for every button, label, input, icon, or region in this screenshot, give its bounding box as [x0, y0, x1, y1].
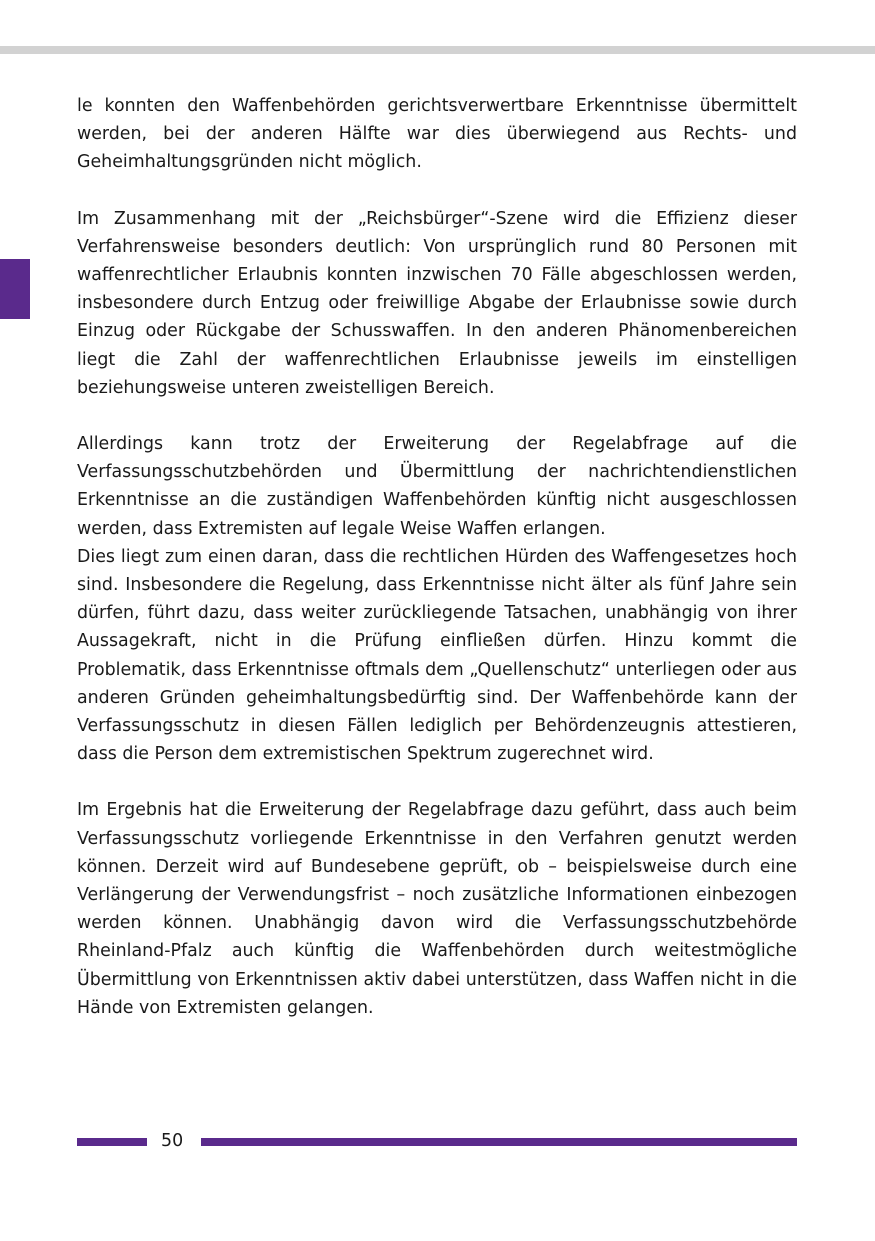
top-rule [0, 46, 875, 54]
chapter-tab-marker [0, 259, 30, 319]
paragraph-4: Dies liegt zum einen daran, dass die rechtlichen Hürden des Waffengesetzes hoch sind. Insbesondere die Regelung, dass Erkenntnisse nicht älter als fünf Jahre sein dürfen, führt dazu, dass weiter zurückliegende Tatsachen, unabhängig von ihrer Aussagekraft, nicht in die Prüfung einfließen dürfen. Hinzu kommt die Problematik, dass Erkenntnisse oftmals dem „Quellenschutz“ unterliegen oder aus anderen Gründen geheimhaltungsbedürftig sind. Der Waffenbehörde kann der Verfassungsschutz in diesen Fällen lediglich per Behördenzeugnis attestieren, dass die Person dem extremistischen Spektrum zugerechnet wird. [77, 546, 797, 765]
paragraph-2: Im Zusammenhang mit der „Reichsbürger“-Szene wird die Effizienz dieser Verfahrensweise besonders deutlich: Von ursprünglich rund 80 Personen mit waffenrechtlicher Erlaubnis konnten inzwischen 70 Fälle abgeschlossen werden, insbesondere durch Entzug oder freiwillige Abgabe der Erlaubnisse sowie durch Einzug oder Rückgabe der Schusswaffen. In den anderen Phänomenbereichen liegt die Zahl der waffenrechtlichen Erlaubnisse jeweils im einstelligen beziehungsweise unteren zweistelligen Bereich. [77, 208, 797, 398]
page-number: 50 [161, 1131, 184, 1151]
page-footer [77, 1128, 797, 1154]
paragraph-3: Allerdings kann trotz der Erweiterung der Regelabfrage auf die Verfassungsschutzbehörden und Übermittlung der nachrichtendienstlichen Erkenntnisse an die zuständigen Waffenbehörden künftig nicht ausgeschlossen werden, dass Extremisten auf legale Weise Waffen erlangen. [77, 434, 797, 539]
paragraph-5: Im Ergebnis hat die Erweiterung der Regelabfrage dazu geführt, dass auch beim Verfassungsschutz vorliegende Erkenntnisse in den Verfahren genutzt werden können. Derzeit wird auf Bundesebene geprüft, ob – beispielsweise durch eine Verlängerung der Verwendungsfrist – noch zusätzliche Informationen einbezogen werden können. Unabhängig davon wird die Verfassungsschutzbehörde Rheinland-Pfalz auch künftig die Waffenbehörden durch weitestmögliche Übermittlung von Erkenntnissen aktiv dabei unterstützen, dass Waffen nicht in die Hände von Extremisten gelangen. [77, 800, 797, 1018]
footer-bar-left [77, 1138, 147, 1146]
footer-bar-right [201, 1138, 797, 1146]
paragraph-1: le konnten den Waffenbehörden gerichtsverwertbare Erkenntnisse übermittelt werden, bei der anderen Hälfte war dies überwiegend aus Rechts- und Geheimhaltungsgründen nicht möglich. [77, 96, 797, 173]
body-text [77, 92, 797, 1022]
